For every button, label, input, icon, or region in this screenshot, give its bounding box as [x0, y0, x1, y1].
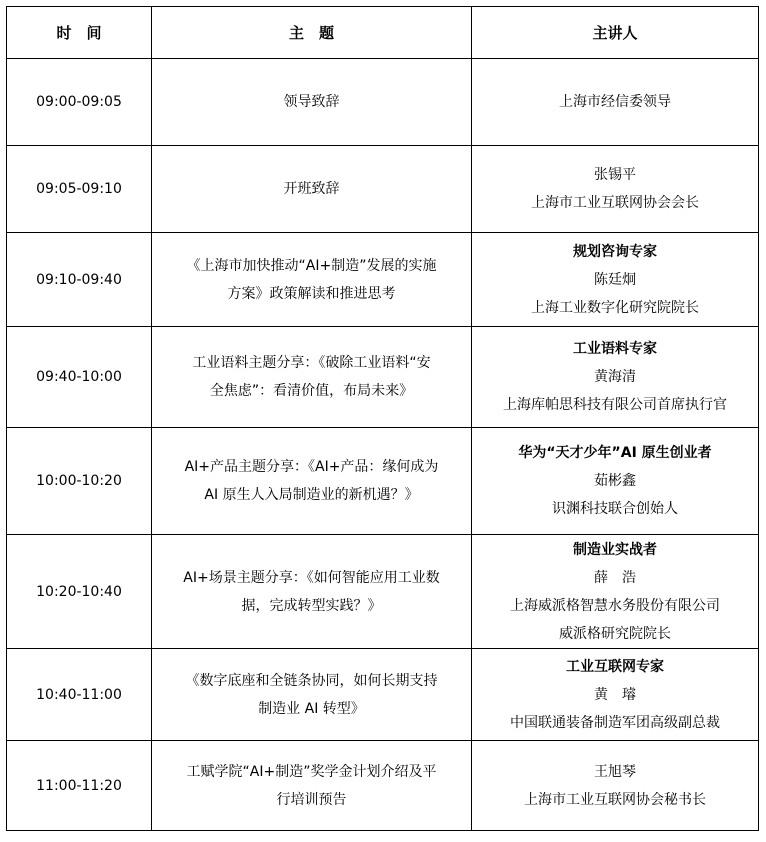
speaker-title: 华为“天才少年”AI 原生创业者	[518, 445, 712, 461]
time-cell: 10:00-10:20	[7, 428, 152, 535]
time-cell: 11:00-11:20	[7, 741, 152, 831]
topic-line: 行培训预告	[276, 791, 347, 808]
topic-cell	[152, 535, 472, 649]
time-cell: 09:40-10:00	[7, 327, 152, 428]
speaker-cell	[472, 741, 759, 831]
speaker-title: 工业语料专家	[573, 341, 657, 357]
topic-cell	[152, 146, 472, 233]
table-row	[7, 428, 759, 535]
topic-line: 工赋学院“AI+制造”奖学金计划介绍及平	[186, 763, 437, 780]
header-time: 时 间	[7, 7, 152, 59]
topic-cell	[152, 327, 472, 428]
speaker-affiliation: 中国联通装备制造军团高级副总裁	[510, 714, 720, 731]
topic-cell	[152, 59, 472, 146]
speaker-name: 张锡平	[594, 167, 636, 183]
time-cell: 09:00-09:05	[7, 59, 152, 146]
topic-line: 方案》政策解读和推进思考	[227, 285, 396, 302]
topic-cell	[152, 428, 472, 535]
speaker-cell	[472, 233, 759, 327]
table-row	[7, 535, 759, 649]
table-row	[7, 146, 759, 233]
topic-line: 全焦虑”：看清价值，布局未来》	[209, 383, 414, 399]
speaker-affiliation: 上海威派格智慧水务股份有限公司	[510, 597, 720, 614]
topic-line: AI+产品主题分享：《AI+产品：缘何成为	[184, 459, 439, 475]
speaker-affiliation: 上海库帕思科技有限公司首席执行官	[503, 397, 727, 413]
topic-cell	[152, 233, 472, 327]
header-topic: 主 题	[152, 7, 472, 59]
agenda-body	[7, 59, 759, 831]
topic-line: AI 原生人入局制造业的新机遇？》	[204, 487, 419, 503]
speaker-cell	[472, 59, 759, 146]
speaker-affiliation: 上海市工业互联网协会会长	[531, 195, 699, 211]
table-row	[7, 649, 759, 741]
time-cell: 10:40-11:00	[7, 649, 152, 741]
topic-line: 《上海市加快推动“AI+制造”发展的实施	[186, 257, 437, 274]
speaker-cell	[472, 327, 759, 428]
speaker-cell	[472, 428, 759, 535]
topic-cell	[152, 741, 472, 831]
topic-line: AI+场景主题分享：《如何智能应用工业数	[183, 569, 440, 586]
speaker-name: 陈廷炯	[594, 271, 636, 288]
topic-line: 工业语料主题分享：《破除工业语料“安	[192, 355, 431, 371]
speaker-name: 上海市经信委领导	[559, 94, 671, 110]
speaker-title: 规划咨询专家	[573, 243, 657, 260]
speaker-cell	[472, 146, 759, 233]
speaker-cell	[472, 649, 759, 741]
speaker-title: 制造业实战者	[573, 541, 657, 558]
time-cell: 09:10-09:40	[7, 233, 152, 327]
speaker-affiliation: 上海市工业互联网协会秘书长	[524, 791, 706, 808]
topic-line: 开班致辞	[283, 181, 340, 197]
time-cell: 10:20-10:40	[7, 535, 152, 649]
speaker-affiliation: 上海工业数字化研究院院长	[531, 299, 699, 316]
topic-line: 据，完成转型实践？》	[241, 597, 382, 614]
table-row	[7, 59, 759, 146]
header-speaker: 主讲人	[472, 7, 759, 59]
speaker-affiliation: 识渊科技联合创始人	[552, 501, 678, 517]
speaker-cell	[472, 535, 759, 649]
table-row	[7, 327, 759, 428]
header-row	[7, 7, 759, 59]
agenda-table	[6, 6, 759, 831]
speaker-name: 茹彬鑫	[594, 473, 636, 489]
time-cell: 09:05-09:10	[7, 146, 152, 233]
table-row	[7, 233, 759, 327]
speaker-name: 王旭琴	[594, 763, 636, 780]
speaker-name: 黄 璿	[594, 686, 636, 703]
speaker-title: 工业互联网专家	[566, 658, 664, 675]
speaker-affiliation: 威派格研究院院长	[559, 625, 671, 642]
topic-cell	[152, 649, 472, 741]
table-row	[7, 741, 759, 831]
speaker-name: 薛 浩	[594, 569, 636, 586]
topic-line: 《数字底座和全链条协同，如何长期支持	[185, 672, 438, 689]
speaker-name: 黄海清	[594, 369, 636, 385]
topic-line: 领导致辞	[283, 94, 340, 110]
topic-line: 制造业 AI 转型》	[258, 700, 365, 717]
